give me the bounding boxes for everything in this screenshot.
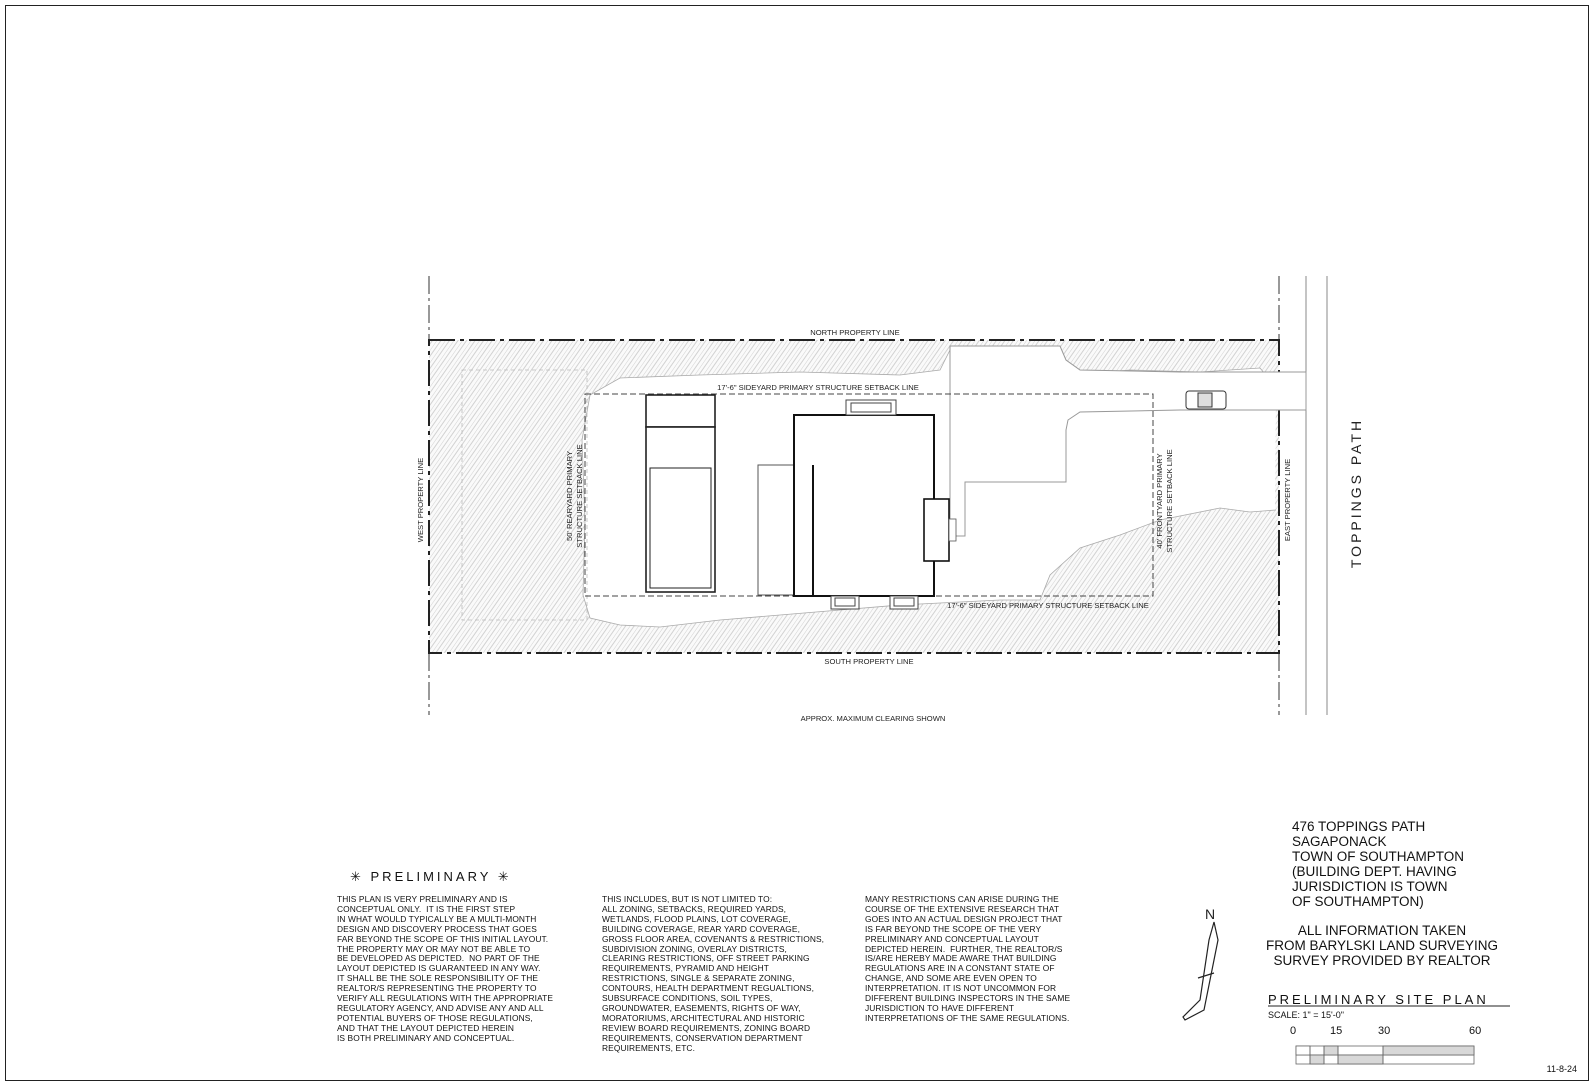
east-property-line-label: EAST PROPERTY LINE — [1283, 458, 1292, 542]
road-label: TOPPINGS PATH — [1348, 417, 1364, 569]
south-property-line-label: SOUTH PROPERTY LINE — [824, 657, 914, 666]
scale-bar — [1296, 1046, 1474, 1064]
note-column-2: THIS INCLUDES, BUT IS NOT LIMITED TO: ALL ZONING, SETBACKS, REQUIRED YARDS, WETLANDS, FLOOD PLAINS, LOT COVERAGE, BUILDING COVERAGE, REAR YARD COVERAGE, GROSS FLOOR AREA, COVENANTS & RESTRICTIONS, SUBDIVISION ZONING, OVERLAY DISTRICTS, CLEARING RESTRICTIONS, OFF STREET PARKING REQUIREMENTS, PYRAMID AND HEIGHT RESTRICTIONS, SINGLE & SEPARATE ZONING, CONTOURS, HEALTH DEPARTMENT REGUALTIONS, SUBSURFACE CONDITIONS, SOIL TYPES, GROUNDWATER, EASEMENTS, RIGHTS OF WAY, MORATORIUMS, ARCHITECTURAL AND HISTORIC REVIEW BOARD REQUIREMENTS, ZONING BOARD REQUIREMENTS, CONSERVATION DEPARTMENT REQUIREMENTS, ETC. — [602, 894, 825, 1053]
note-column-1: THIS PLAN IS VERY PRELIMINARY AND IS CONCEPTUAL ONLY. IT IS THE FIRST STEP IN WHAT WOULD TYPICALLY BE A MULTI-MONTH DESIGN AND DISCOVERY PROCESS THAT GOES FAR BEYOND THE SCOPE OF THIS INITIAL LAYOUT. THE PROPERTY MAY OR MAY NOT BE ABLE TO BE DEVELOPED AS DEPICTED. NO PART OF THE LAYOUT DEPICTED IS GUARANTEED IN ANY WAY. IT SHALL BE THE SOLE RESPONSIBILITY OF THE REALTOR/S REPRESENTING THE PROPERTY TO VERIFY ALL REGULATIONS WITH THE APPROPRIATE REGULATORY AGENCY, AND ADVISE ANY AND ALL POTENTIAL BUYERS OF THOSE REGULATIONS, AND THAT THE LAYOUT DEPICTED HEREIN IS BOTH PRELIMINARY AND CONCEPTUAL. — [337, 894, 554, 1043]
scale-text: SCALE: 1" = 15'-0" — [1268, 1010, 1344, 1020]
pool — [646, 427, 715, 592]
rear-setback-label-2: STRUCTURE SETBACK LINE — [575, 444, 584, 548]
front-setback-label-1: 40' FRONTYARD PRIMARY — [1155, 453, 1164, 549]
scale-tick-60: 60 — [1469, 1025, 1482, 1037]
front-setback-label-2: STRUCTURE SETBACK LINE — [1165, 449, 1174, 553]
driveway — [950, 346, 1306, 536]
entry-bump — [924, 499, 949, 561]
west-property-line-label: WEST PROPERTY LINE — [416, 457, 425, 543]
pool-house — [646, 395, 715, 427]
side-setback-top-label: 17'-6" SIDEYARD PRIMARY STRUCTURE SETBACK LINE — [717, 383, 919, 392]
project-address: 476 TOPPINGS PATH SAGAPONACK TOWN OF SOUTHAMPTON (BUILDING DEPT. HAVING JURISDICTION IS TOWN OF SOUTHAMPTON) — [1292, 819, 1464, 909]
north-arrow-icon — [1183, 922, 1218, 1020]
drawing-date: 11-8-24 — [1546, 1064, 1577, 1074]
scale-tick-30: 30 — [1378, 1025, 1391, 1037]
north-letter: N — [1204, 906, 1216, 922]
note-column-3: MANY RESTRICTIONS CAN ARISE DURING THE COURSE OF THE EXTENSIVE RESEARCH THAT GOES INTO AN ACTUAL DESIGN PROJECT THAT IS FAR BEYOND THE SCOPE OF THE VERY PRELIMINARY AND CONCEPTUAL LAYOUT DEPICTED HEREIN. FURTHER, THE REALTOR/S IS/ARE HEREBY MADE AWARE THAT BUILDING REGULATIONS ARE IN A CONSTANT STATE OF CHANGE, AND SOME ARE EVEN OPEN TO INTERPRETATION. IT IS NOT UNCOMMON FOR DIFFERENT BUILDING INSPECTORS IN THE SAME JURISDICTION TO HAVE DIFFERENT INTERPRETATIONS OF THE SAME REGULATIONS. — [865, 894, 1071, 1023]
scale-tick-0: 0 — [1290, 1025, 1297, 1037]
scale-tick-15: 15 — [1330, 1025, 1343, 1037]
clearing-note: APPROX. MAXIMUM CLEARING SHOWN — [800, 714, 946, 723]
side-setback-bottom-label: 17'-6" SIDEYARD PRIMARY STRUCTURE SETBACK LINE — [947, 601, 1149, 610]
car — [1186, 391, 1226, 409]
sheet-title: PRELIMINARY SITE PLAN — [1268, 992, 1489, 1007]
survey-source-note: ALL INFORMATION TAKEN FROM BARYLSKI LAND SURVEYING SURVEY PROVIDED BY REALTOR — [1265, 923, 1499, 968]
north-property-line-label: NORTH PROPERTY LINE — [810, 328, 900, 337]
preliminary-heading: ✳ PRELIMINARY ✳ — [350, 869, 512, 884]
road — [1306, 276, 1327, 715]
main-house — [794, 415, 934, 596]
rear-setback-label-1: 50' REARYARD PRIMARY — [565, 450, 574, 542]
